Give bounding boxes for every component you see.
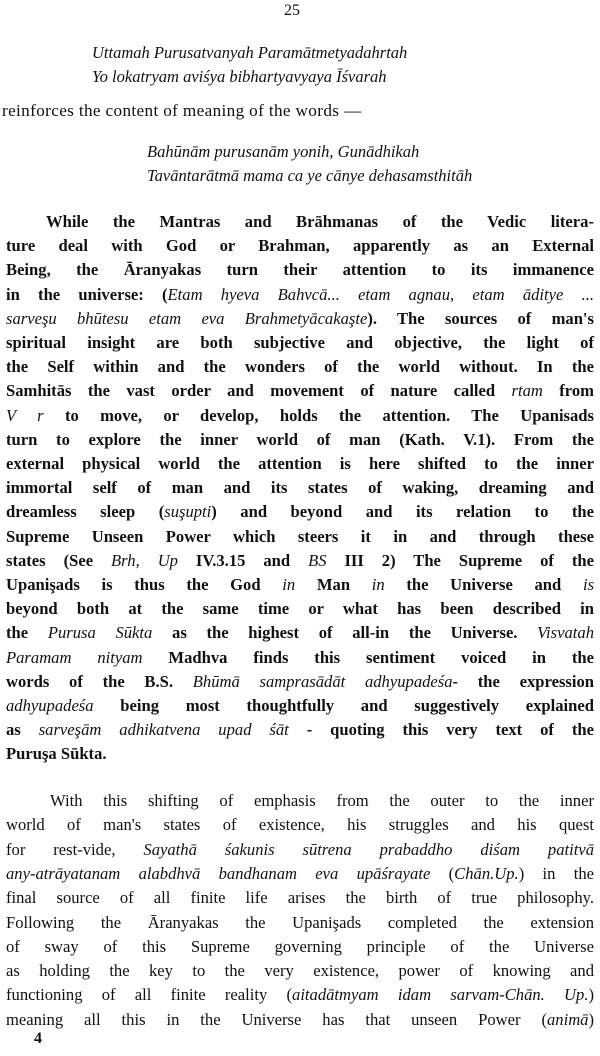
text-run: any-atrāyatanam alabdhvā bandhanam eva upāśrayate	[6, 863, 431, 883]
text-run: BS	[308, 550, 327, 570]
paragraph1-line	[6, 599, 594, 619]
paragraph2-line	[50, 791, 594, 811]
text-run: rtam	[511, 381, 543, 401]
text-run: being most thoughtfully and suggestively explained	[93, 696, 594, 715]
text-run: of sway of this Supreme governing principle of the Universe	[6, 936, 594, 956]
text-run: sarveşām adhikatvena upad śāt	[38, 720, 289, 740]
text-run: - quoting this very text of the	[288, 720, 594, 740]
second-quote-line-1: Bahūnām purusanām yonih, Gunādhikah	[147, 142, 420, 161]
text-run: sarveşu bhūtesu etam eva Brahmetyācakaşte	[6, 308, 368, 328]
text-run: beyond both at the same time or what has been described in	[6, 599, 594, 619]
text-run: world of man's states of existence, his struggles and his quest	[6, 815, 594, 835]
text-run: Supreme Unseen Power which steers it in and through these	[6, 526, 594, 546]
text-run: ture deal with God or Brahman, apparently as an External	[6, 236, 594, 256]
text-run: Brh, Up	[111, 550, 178, 570]
paragraph2-line	[6, 840, 594, 860]
paragraph1-line	[6, 333, 594, 353]
text-run: the Universe and	[384, 575, 583, 594]
text-run: )	[588, 1009, 594, 1029]
paragraph1-line	[6, 672, 594, 692]
paragraph1-line	[6, 744, 594, 764]
text-run: Puruşa Sūkta.	[6, 744, 107, 764]
text-run: final source of all finite life arises the birth of true philosophy.	[6, 888, 594, 908]
text-run: While the Mantras and Brāhmanas of the Vedic litera-	[46, 212, 594, 231]
paragraph1-line	[6, 696, 594, 716]
text-run: as holding the key to the very existence, power of knowing and	[6, 961, 594, 981]
text-run: for rest-vide,	[6, 839, 144, 859]
paragraph1-line	[6, 648, 594, 668]
paragraph1-line	[6, 260, 594, 280]
text-run: Chān.Up.	[454, 863, 519, 883]
text-run: as	[6, 720, 39, 740]
text-run: in	[282, 575, 296, 594]
text-run: Visvatah	[537, 623, 594, 643]
paragraph1-line	[6, 502, 594, 522]
text-run: is	[582, 575, 595, 594]
text-run: Madhva finds this sentiment voiced in the	[142, 647, 594, 667]
text-run: Purusa Sūkta	[47, 623, 153, 643]
paragraph1-line	[6, 430, 594, 450]
text-run: animā	[546, 1009, 589, 1029]
text-run: dreamless sleep (	[6, 502, 165, 522]
opening-quote-line-1: Uttamah Purusatvanyah Paramātmetyadahrtah	[92, 43, 408, 62]
text-run: ) and beyond and its relation to the	[211, 502, 594, 522]
paragraph1-line	[6, 381, 594, 401]
text-run: ) in the	[518, 863, 594, 883]
text-run: in	[371, 575, 385, 594]
text-run: Upanişads is thus the God	[6, 575, 283, 594]
text-run: in the universe: (	[6, 284, 168, 304]
paragraph1-line	[6, 454, 594, 474]
paragraph2-line	[6, 985, 594, 1005]
paragraph2-line	[6, 961, 594, 981]
text-run: - the expression	[452, 671, 594, 691]
paragraph2-line	[6, 864, 594, 884]
paragraph2-line	[6, 815, 594, 835]
text-run: Bhūmā samprasādāt adhyupadeśa	[192, 671, 453, 691]
text-run: Following the Āranyakas the Upanişads completed the extension	[6, 912, 594, 932]
paragraph1-line	[6, 551, 594, 571]
text-run: immortal self of man and its states of waking, dreaming and	[6, 478, 594, 498]
text-run: to move, or develop, holds the attention. The Upanisads	[43, 405, 594, 425]
text-run: (	[430, 863, 455, 883]
text-run: V r	[6, 405, 44, 425]
paragraph2-line	[6, 913, 594, 933]
paragraph1-line	[6, 406, 594, 426]
paragraph2-line	[6, 937, 594, 957]
text-run: ). The sources of man's	[367, 308, 594, 328]
paragraph1-line	[6, 527, 594, 547]
paragraph1-line	[6, 478, 594, 498]
text-run: Sayathā śakunis sūtrena prabaddho diśam patitvā	[143, 839, 594, 859]
text-run: states (See	[6, 550, 112, 570]
paragraph1-line	[6, 623, 594, 643]
text-run: the Self within and the wonders of the world without. In the	[6, 357, 594, 377]
text-run: words of the B.S.	[6, 671, 193, 691]
opening-quote-line-2: Yo lokatryam aviśya bibhartyavyaya Īśvarah	[92, 67, 387, 86]
paragraph2-line	[6, 888, 594, 908]
footer-signature: 4	[34, 1030, 42, 1047]
text-run: Etam hyeva Bahvcā... etam agnau, etam ādityе ...	[167, 284, 595, 304]
page-number: 25	[284, 2, 300, 19]
text-run: as the highest of all-in the Universe.	[152, 623, 538, 643]
text-run: meaning all this in the Universe has that unseen Power (	[6, 1009, 547, 1029]
text-run: III 2) The Supreme of the	[326, 550, 594, 570]
text-run: external physical world the attention is here shifted to the inner	[6, 454, 594, 473]
paragraph1-line	[46, 212, 594, 232]
paragraph1-line	[6, 575, 594, 595]
second-quote-line-2: Tavāntarātmā mama ca ye cānye dehasamsthitāh	[147, 166, 473, 185]
text-run: With this shifting of emphasis from the outer to the inner	[50, 791, 594, 810]
text-run: the	[6, 623, 48, 643]
text-run: Man	[295, 575, 372, 594]
paragraph1-line	[6, 236, 594, 256]
text-run: aitadātmyam idam sarvam-Chān. Up.	[292, 985, 589, 1005]
bridge-sentence: reinforces the content of meaning of the words —	[2, 101, 362, 120]
text-run: from	[542, 381, 594, 401]
paragraph1-line	[6, 720, 594, 740]
text-run: suşupti	[164, 502, 212, 522]
text-run: IV.3.15 and	[177, 550, 309, 570]
paragraph2-line	[6, 1010, 594, 1030]
text-run: )	[588, 985, 594, 1005]
text-run: adhyupadeśa	[6, 696, 94, 715]
text-run: Paramam nityam	[6, 647, 143, 667]
text-run: turn to explore the inner world of man (Kath. V.1). From the	[6, 429, 594, 449]
text-run: spiritual insight are both subjective and objective, the light of	[6, 333, 594, 352]
paragraph1-line	[6, 357, 594, 377]
text-run: functioning of all finite reality (	[6, 985, 293, 1005]
text-run: Being, the Āranyakas turn their attention to its immanence	[6, 260, 594, 280]
text-run: Samhitās the vast order and movement of nature called	[6, 381, 512, 401]
paragraph1-line	[6, 309, 594, 329]
paragraph1-line	[6, 285, 594, 305]
